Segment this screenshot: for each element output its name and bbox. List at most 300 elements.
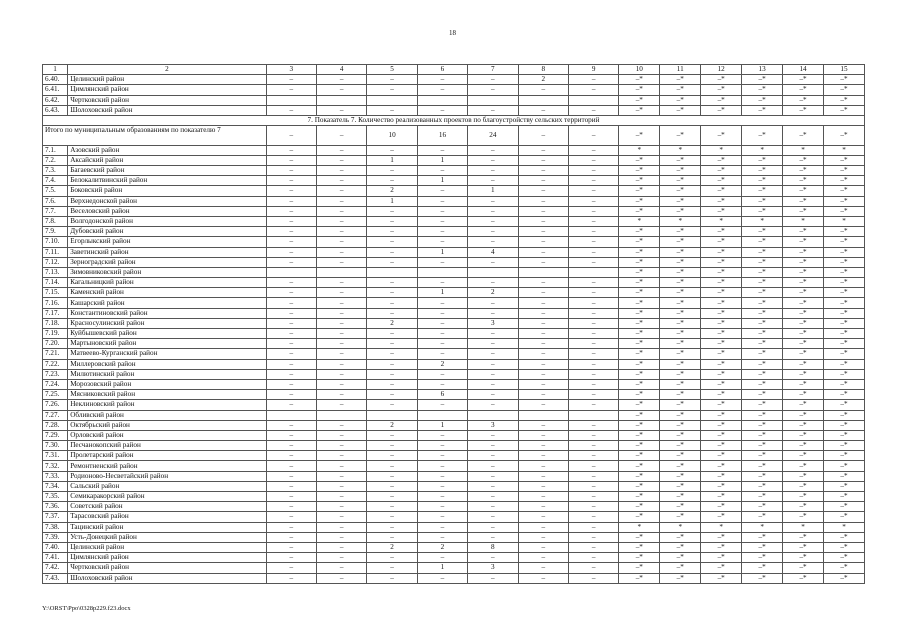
district-name: Белокалитвинский район [68, 176, 266, 186]
value-cell: –* [619, 318, 660, 328]
total-value: –* [660, 126, 701, 146]
value-cell: – [266, 237, 316, 247]
value-cell: –* [660, 349, 701, 359]
value-cell: – [266, 145, 316, 155]
value-cell [468, 410, 518, 420]
value-cell: – [468, 441, 518, 451]
value-cell: – [417, 329, 467, 339]
value-cell: – [367, 379, 417, 389]
value-cell: – [518, 553, 568, 563]
value-cell: –* [742, 502, 783, 512]
value-cell: – [316, 532, 366, 542]
value-cell: – [468, 359, 518, 369]
value-cell: – [316, 359, 366, 369]
value-cell: –* [619, 390, 660, 400]
value-cell: –* [619, 400, 660, 410]
value-cell: – [367, 176, 417, 186]
value-cell: – [568, 512, 618, 522]
value-cell: – [518, 512, 568, 522]
value-cell: –* [824, 379, 865, 389]
value-cell: –* [742, 369, 783, 379]
table-row [43, 349, 865, 359]
total-value: –* [742, 126, 783, 146]
row-number: 7.3. [43, 166, 68, 176]
value-cell: –* [824, 563, 865, 573]
value-cell: –* [619, 298, 660, 308]
value-cell: – [568, 522, 618, 532]
value-cell: –* [660, 278, 701, 288]
value-cell: –* [783, 563, 824, 573]
value-cell: – [518, 461, 568, 471]
value-cell: – [518, 186, 568, 196]
value-cell: – [367, 288, 417, 298]
row-number: 7.23. [43, 369, 68, 379]
value-cell: –* [701, 166, 742, 176]
value-cell: – [367, 553, 417, 563]
value-cell: –* [619, 369, 660, 379]
table-row [43, 216, 865, 226]
header-cell: 11 [660, 65, 701, 75]
value-cell: – [568, 471, 618, 481]
district-name: Советский район [68, 502, 266, 512]
value-cell: – [266, 492, 316, 502]
value-cell: –* [619, 492, 660, 502]
value-cell: – [468, 532, 518, 542]
value-cell: –* [742, 257, 783, 267]
value-cell: – [316, 278, 366, 288]
table-row [43, 339, 865, 349]
table-row [43, 298, 865, 308]
district-name: Заветинский район [68, 247, 266, 257]
district-name: Дубовский район [68, 227, 266, 237]
value-cell: – [568, 563, 618, 573]
value-cell: –* [742, 451, 783, 461]
value-cell: –* [619, 196, 660, 206]
value-cell: – [266, 85, 316, 95]
value-cell: –* [742, 400, 783, 410]
value-cell: – [266, 430, 316, 440]
value-cell: –* [742, 318, 783, 328]
value-cell: –* [660, 339, 701, 349]
value-cell [568, 410, 618, 420]
value-cell: –* [742, 298, 783, 308]
value-cell: – [568, 75, 618, 85]
value-cell: –* [783, 430, 824, 440]
value-cell: * [824, 216, 865, 226]
row-number: 6.43. [43, 105, 68, 115]
header-cell: 4 [316, 65, 366, 75]
row-number: 7.33. [43, 471, 68, 481]
value-cell: –* [742, 196, 783, 206]
value-cell: –* [701, 257, 742, 267]
district-name: Тацинский район [68, 522, 266, 532]
value-cell: –* [701, 176, 742, 186]
table-row [43, 573, 865, 583]
value-cell: – [518, 216, 568, 226]
value-cell: –* [619, 420, 660, 430]
value-cell: –* [824, 492, 865, 502]
value-cell: – [518, 339, 568, 349]
value-cell: –* [742, 542, 783, 552]
value-cell: –* [701, 227, 742, 237]
district-name: Куйбышевский район [68, 329, 266, 339]
value-cell: –* [619, 166, 660, 176]
value-cell: –* [701, 206, 742, 216]
value-cell: – [518, 471, 568, 481]
value-cell: – [468, 196, 518, 206]
value-cell: –* [824, 196, 865, 206]
row-number: 7.41. [43, 553, 68, 563]
value-cell: – [367, 400, 417, 410]
district-name: Аксайский район [68, 155, 266, 165]
value-cell: – [518, 298, 568, 308]
value-cell: –* [701, 318, 742, 328]
value-cell: – [417, 75, 467, 85]
row-number: 7.13. [43, 267, 68, 277]
value-cell: – [468, 155, 518, 165]
value-cell: – [568, 308, 618, 318]
total-value: – [266, 126, 316, 146]
value-cell: * [742, 216, 783, 226]
value-cell: –* [660, 257, 701, 267]
value-cell: –* [701, 441, 742, 451]
table-row [43, 145, 865, 155]
value-cell: – [568, 390, 618, 400]
value-cell: – [367, 166, 417, 176]
value-cell: –* [742, 85, 783, 95]
value-cell: –* [742, 288, 783, 298]
value-cell: – [417, 461, 467, 471]
value-cell: – [518, 237, 568, 247]
value-cell: – [266, 349, 316, 359]
value-cell: –* [701, 196, 742, 206]
value-cell: – [316, 339, 366, 349]
value-cell: –* [742, 430, 783, 440]
value-cell: –* [824, 400, 865, 410]
value-cell: –* [660, 267, 701, 277]
value-cell: –* [824, 542, 865, 552]
value-cell: – [417, 298, 467, 308]
value-cell: – [468, 308, 518, 318]
district-name: Егорлыкский район [68, 237, 266, 247]
district-name: Октябрьский район [68, 420, 266, 430]
value-cell: – [266, 553, 316, 563]
value-cell: – [468, 278, 518, 288]
value-cell: – [568, 451, 618, 461]
value-cell: –* [619, 471, 660, 481]
value-cell: – [417, 257, 467, 267]
district-name: Семикаракорский район [68, 492, 266, 502]
value-cell: – [316, 247, 366, 257]
row-number: 7.32. [43, 461, 68, 471]
value-cell: –* [824, 298, 865, 308]
row-number: 7.34. [43, 481, 68, 491]
total-value: –* [701, 126, 742, 146]
value-cell: –* [742, 95, 783, 105]
value-cell: –* [701, 410, 742, 420]
value-cell: – [316, 227, 366, 237]
value-cell: –* [824, 502, 865, 512]
value-cell: –* [783, 95, 824, 105]
value-cell: – [367, 573, 417, 583]
value-cell: –* [660, 247, 701, 257]
value-cell: –* [701, 85, 742, 95]
value-cell: – [316, 390, 366, 400]
row-number: 7.31. [43, 451, 68, 461]
value-cell: –* [824, 329, 865, 339]
value-cell: – [568, 400, 618, 410]
value-cell: –* [824, 155, 865, 165]
value-cell: –* [660, 298, 701, 308]
value-cell: –* [783, 267, 824, 277]
value-cell: – [518, 145, 568, 155]
table-row [43, 105, 865, 115]
value-cell: – [417, 379, 467, 389]
value-cell: – [518, 369, 568, 379]
value-cell: 1 [417, 420, 467, 430]
value-cell: – [518, 329, 568, 339]
value-cell: –* [783, 339, 824, 349]
total-value: 10 [367, 126, 417, 146]
value-cell: – [468, 206, 518, 216]
value-cell: –* [824, 471, 865, 481]
value-cell: –* [619, 237, 660, 247]
value-cell: –* [783, 492, 824, 502]
row-number: 7.19. [43, 329, 68, 339]
row-number: 7.17. [43, 308, 68, 318]
district-name: Чертковский район [68, 563, 266, 573]
value-cell: –* [742, 176, 783, 186]
value-cell: –* [783, 278, 824, 288]
value-cell: – [367, 430, 417, 440]
value-cell: * [619, 522, 660, 532]
value-cell: –* [701, 471, 742, 481]
value-cell: –* [619, 512, 660, 522]
value-cell: – [518, 247, 568, 257]
value-cell: –* [742, 155, 783, 165]
value-cell: –* [824, 105, 865, 115]
total-value: – [316, 126, 366, 146]
value-cell: –* [742, 532, 783, 542]
value-cell: – [266, 573, 316, 583]
value-cell: – [316, 563, 366, 573]
value-cell: – [518, 532, 568, 542]
value-cell: –* [701, 308, 742, 318]
district-name: Багаевский район [68, 166, 266, 176]
value-cell: – [518, 542, 568, 552]
value-cell: – [568, 441, 618, 451]
value-cell: –* [619, 247, 660, 257]
value-cell: –* [701, 349, 742, 359]
value-cell: 3 [468, 318, 518, 328]
value-cell: –* [701, 329, 742, 339]
value-cell: – [568, 247, 618, 257]
value-cell: * [783, 522, 824, 532]
value-cell: – [417, 430, 467, 440]
value-cell: – [568, 288, 618, 298]
row-number: 7.21. [43, 349, 68, 359]
value-cell: 6 [417, 390, 467, 400]
value-cell: –* [619, 155, 660, 165]
value-cell: –* [783, 288, 824, 298]
row-number: 7.8. [43, 216, 68, 226]
district-name: Пролетарский район [68, 451, 266, 461]
value-cell [316, 410, 366, 420]
value-cell: – [468, 145, 518, 155]
value-cell: –* [824, 278, 865, 288]
value-cell: –* [824, 227, 865, 237]
value-cell: –* [824, 339, 865, 349]
table-row [43, 410, 865, 420]
table-row [43, 379, 865, 389]
value-cell: –* [824, 390, 865, 400]
value-cell: * [742, 145, 783, 155]
value-cell: – [518, 502, 568, 512]
value-cell: – [568, 339, 618, 349]
value-cell: –* [660, 206, 701, 216]
page-number: 18 [449, 29, 456, 37]
district-name: Красносулинский район [68, 318, 266, 328]
value-cell: – [518, 522, 568, 532]
value-cell: – [518, 257, 568, 267]
header-cell: 12 [701, 65, 742, 75]
row-number: 7.26. [43, 400, 68, 410]
value-cell: * [783, 216, 824, 226]
value-cell: – [417, 339, 467, 349]
value-cell: – [518, 349, 568, 359]
value-cell: – [518, 441, 568, 451]
value-cell: – [468, 512, 518, 522]
value-cell: – [518, 379, 568, 389]
row-number: 7.22. [43, 359, 68, 369]
district-name: Кашарский район [68, 298, 266, 308]
value-cell: 1 [367, 196, 417, 206]
value-cell: –* [783, 542, 824, 552]
row-number: 7.9. [43, 227, 68, 237]
value-cell [417, 267, 467, 277]
value-cell: –* [824, 166, 865, 176]
value-cell: – [367, 216, 417, 226]
value-cell: –* [619, 481, 660, 491]
row-number: 7.38. [43, 522, 68, 532]
table-row [43, 308, 865, 318]
value-cell: 1 [417, 176, 467, 186]
table-row [43, 278, 865, 288]
header-cell: 9 [568, 65, 618, 75]
table-row [43, 318, 865, 328]
total-value: 24 [468, 126, 518, 146]
value-cell: –* [701, 532, 742, 542]
value-cell: – [518, 481, 568, 491]
value-cell: – [316, 471, 366, 481]
value-cell: – [266, 329, 316, 339]
value-cell: – [568, 492, 618, 502]
value-cell: – [316, 288, 366, 298]
value-cell: – [367, 461, 417, 471]
row-number: 7.42. [43, 563, 68, 573]
value-cell: – [367, 359, 417, 369]
value-cell: – [367, 278, 417, 288]
value-cell: – [468, 166, 518, 176]
value-cell: – [417, 400, 467, 410]
value-cell: – [367, 451, 417, 461]
table-row [43, 196, 865, 206]
value-cell: –* [824, 410, 865, 420]
value-cell: – [266, 441, 316, 451]
value-cell: –* [660, 532, 701, 542]
value-cell: – [266, 288, 316, 298]
value-cell: – [518, 278, 568, 288]
value-cell: –* [742, 492, 783, 502]
district-name: Усть-Донецкий район [68, 532, 266, 542]
value-cell: –* [783, 75, 824, 85]
value-cell: –* [783, 461, 824, 471]
value-cell: – [316, 369, 366, 379]
value-cell: 8 [468, 542, 518, 552]
value-cell: – [417, 471, 467, 481]
value-cell: –* [742, 308, 783, 318]
district-name: Верхнедонской район [68, 196, 266, 206]
value-cell: –* [783, 390, 824, 400]
value-cell: –* [619, 206, 660, 216]
value-cell: –* [824, 512, 865, 522]
table-row [43, 400, 865, 410]
value-cell [316, 267, 366, 277]
value-cell: – [518, 196, 568, 206]
value-cell: –* [783, 85, 824, 95]
value-cell: –* [619, 308, 660, 318]
value-cell: – [568, 349, 618, 359]
value-cell: * [742, 522, 783, 532]
district-name: Целинский район [68, 542, 266, 552]
value-cell: – [568, 85, 618, 95]
value-cell: – [367, 308, 417, 318]
value-cell: – [316, 573, 366, 583]
value-cell: –* [619, 278, 660, 288]
indicator-table [42, 64, 865, 584]
row-number: 7.11. [43, 247, 68, 257]
value-cell: * [660, 216, 701, 226]
row-number: 7.35. [43, 492, 68, 502]
district-name: Азовский район [68, 145, 266, 155]
value-cell: –* [619, 461, 660, 471]
value-cell: – [468, 237, 518, 247]
value-cell [417, 95, 467, 105]
value-cell: – [518, 166, 568, 176]
district-name: Каменский район [68, 288, 266, 298]
value-cell: –* [824, 308, 865, 318]
table-row [43, 288, 865, 298]
value-cell: –* [701, 553, 742, 563]
table-row [43, 247, 865, 257]
value-cell: – [417, 512, 467, 522]
value-cell: –* [742, 563, 783, 573]
value-cell: –* [619, 267, 660, 277]
value-cell: – [266, 105, 316, 115]
value-cell: 1 [417, 563, 467, 573]
value-cell: –* [824, 430, 865, 440]
value-cell: –* [701, 339, 742, 349]
file-path: Y:\ORST\Ppo\0328p229.f23.docx [42, 605, 131, 612]
value-cell: – [266, 166, 316, 176]
value-cell: – [417, 278, 467, 288]
district-name: Веселовский район [68, 206, 266, 216]
table-row [43, 237, 865, 247]
value-cell: – [568, 196, 618, 206]
value-cell: –* [783, 298, 824, 308]
header-cell: 15 [824, 65, 865, 75]
value-cell: –* [660, 196, 701, 206]
